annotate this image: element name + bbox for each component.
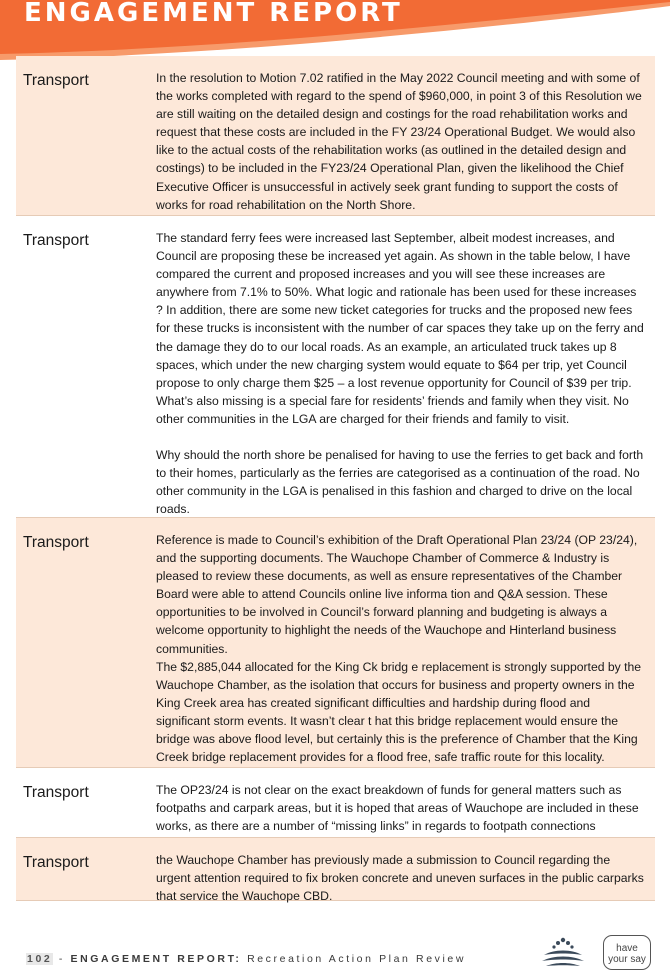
row-comment [156, 838, 655, 904]
comment-paragraph: Reference is made to Council’s exhibition of the Draft Operational Plan 23/24 (OP 23/24), and the supporting documents. The Wauchope Chamber of Commerce & Industry is pleased to review these documents, as well as ensure representatives of the Chamber Board were able to attend Councils online live informa tion and Q&A session. These opportunities to be involved in Council’s forward planning and budgeting is always a welcome opportunity to highlight the needs of the Wauchope and Hinterland business communities. [156, 533, 638, 656]
row-comment [156, 216, 655, 517]
have-your-say-line1: have [616, 943, 638, 954]
comment-paragraph: Why should the north shore be penalised for having to use the ferries to get back and forth to their homes, particularly as the ferries are categorised as a continuation of the road. No other community in the LGA is penalised in this fashion and charged to drive on the local roads. [156, 448, 644, 517]
row-category: Transport [23, 784, 89, 801]
footer-report-title: Recreation Action Plan Review [247, 953, 467, 965]
table-row [16, 838, 655, 904]
header-band [0, 0, 670, 60]
comment-paragraph: The OP23/24 is not clear on the exact breakdown of funds for general matters such as footpaths and carpark areas, but it is hoped that areas of Wauchope are included in these works, as there are a number of “missing links” in regards to footpath connections [156, 783, 639, 834]
row-comment [156, 518, 655, 767]
row-comment [156, 56, 655, 215]
footer-report-label: ENGAGEMENT REPORT: [70, 953, 242, 965]
page-title: ENGAGEMENT REPORT [24, 0, 403, 28]
footer-separator: - [53, 953, 71, 965]
row-category: Transport [23, 534, 89, 551]
row-comment [156, 768, 655, 837]
comment-paragraph: In the resolution to Motion 7.02 ratified in the May 2022 Council meeting and with some of the works completed with regard to the spend of $960,000, in point 3 of this Resolution we are still waiting on the detailed design and costings for the road rehabilitation works and request that these costs are included in the FY 23/24 Operational Budget. We would also like to the actual costs of the rehabilitation works (as outlined in the detailed design and costings) to be included in the FY23/24 Operational Plan, given the likelihood the Chief Executive Officer is unsuccessful in actively seek grant funding to support the costs of works for road rehabilitation on the North Shore. [156, 71, 642, 212]
table-row [16, 56, 655, 216]
council-logo-icon [536, 935, 590, 970]
table-row [16, 518, 655, 768]
page-number: 102 [27, 953, 53, 965]
table-row [16, 216, 655, 518]
row-category: Transport [23, 72, 89, 89]
comment-paragraph: The $2,885,044 allocated for the King Ck bridg e replacement is strongly supported by the Wauchope Chamber, as the isolation that occurs for business and property owners in the King Creek area has created significant difficulties and hardship during flood and significant storm events. It wasn’t clear t hat this bridge replacement would ensure the bridge was above flood level, but certainly this is the preference of Chamber that the King Creek bridge replacement provides for a flood free, safe traffic route for this locality. [156, 659, 642, 765]
comment-paragraph: the Wauchope Chamber has previously made a submission to Council regarding the urgent attention required to fix broken concrete and uneven surfaces in the public carparks that service the Wauchope CBD. [156, 853, 644, 904]
table-row [16, 768, 655, 838]
row-category: Transport [23, 854, 89, 871]
have-your-say-logo [603, 935, 651, 970]
comment-paragraph: The standard ferry fees were increased last September, albeit modest increases, and Council are proposing these be increased yet again. As shown in the table below, I have compared the current and proposed increases and you will see these increases are anywhere from 7.1% to 50%. What logic and rationale has been used for these increases ? In addition, there are some new ticket categories for trucks and the proposed new fees for these trucks is inconsistent with the number of car spaces they take up on the ferry and the damage they do to our local roads. As an example, an articulated truck takes up 8 spaces, which under the new charging system would equate to $64 per trip, yet Council propose to only charge them $25 – a lost revenue opportunity for Council of $39 per trip. What’s also missing is a special fare for residents’ friends and family when they visit. No other communities in the LGA are charged for their friends and family to visit. [156, 231, 644, 426]
have-your-say-line2: your say [608, 954, 646, 965]
submissions-table [16, 56, 655, 904]
page-footer [26, 953, 466, 965]
row-category: Transport [23, 232, 89, 249]
